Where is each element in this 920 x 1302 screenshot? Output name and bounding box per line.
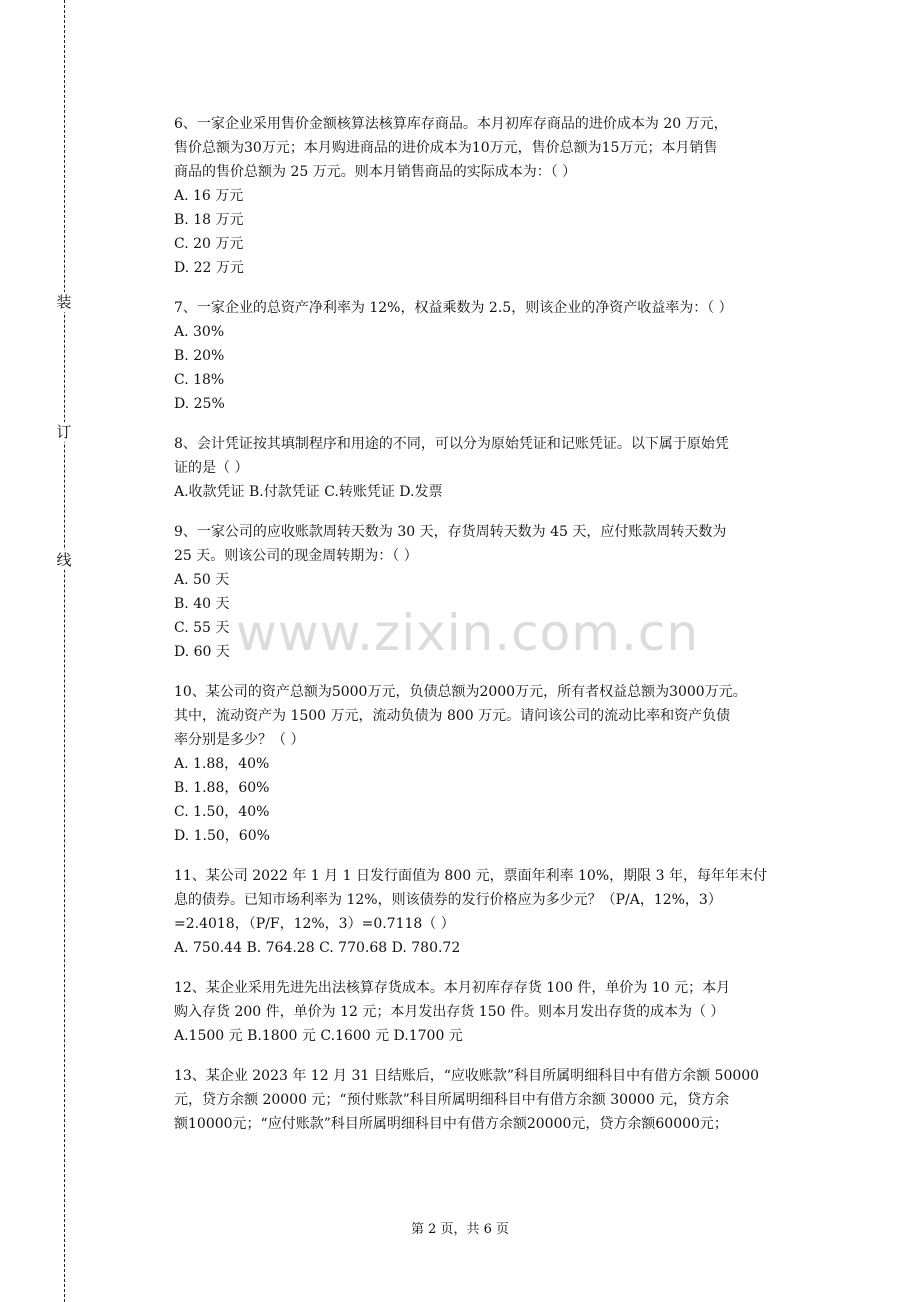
- answer-option: D. 22 万元: [174, 260, 244, 276]
- question-stem-line: 11、某公司 2022 年 1 月 1 日发行面值为 800 元，票面年利率 10%，期限 3 年，每年年末付: [174, 868, 767, 884]
- answer-option: D. 1.50，60%: [174, 828, 270, 844]
- question-stem-line: 9、一家公司的应收账款周转天数为 30 天，存货周转天数为 45 天，应付账款周转天数为: [174, 524, 727, 540]
- answer-option: D. 25%: [174, 396, 225, 412]
- question-stem-line: 10、某公司的资产总额为5000万元，负债总额为2000万元，所有者权益总额为3000万元。: [174, 684, 747, 700]
- question-stem-line: 6、一家企业采用售价金额核算法核算库存商品。本月初库存商品的进价成本为 20 万元，: [174, 116, 728, 132]
- question-block: [174, 112, 822, 280]
- question-block: [174, 520, 822, 664]
- answer-option: C. 20 万元: [174, 236, 244, 252]
- answer-option: A. 16 万元: [174, 188, 244, 204]
- question-stem-line: 证的是（ ）: [174, 460, 249, 476]
- question-stem-line: 8、会计凭证按其填制程序和用途的不同，可以分为原始凭证和记账凭证。以下属于原始凭: [174, 436, 729, 452]
- question-stem-line: 商品的售价总额为 25 万元。则本月销售商品的实际成本为：（ ）: [174, 164, 577, 180]
- answer-option: B. 18 万元: [174, 212, 244, 228]
- answer-option: A. 1.88，40%: [174, 756, 270, 772]
- answer-option: A. 50 天: [174, 572, 230, 588]
- answer-option: A.1500 元 B.1800 元 C.1600 元 D.1700 元: [174, 1028, 463, 1044]
- question-stem-line: 率分别是多少？（ ）: [174, 732, 305, 748]
- question-block: [174, 680, 822, 848]
- answer-option: C. 55 天: [174, 620, 230, 636]
- question-stem-line: 额10000元；“应付账款”科目所属明细科目中有借方余额20000元，贷方余额60000元；: [174, 1116, 728, 1132]
- binding-char-zhuang: 装: [54, 292, 74, 312]
- question-stem-line: 其中，流动资产为 1500 万元，流动负债为 800 万元。请问该公司的流动比率和资产负债: [174, 708, 731, 724]
- question-stem-line: 7、一家企业的总资产净利率为 12%，权益乘数为 2.5，则该企业的净资产收益率为：（ ）: [174, 300, 733, 316]
- question-block: [174, 976, 822, 1048]
- answer-option: A.收款凭证 B.付款凭证 C.转账凭证 D.发票: [174, 484, 443, 500]
- watermark: www.zixin.com.cn: [236, 604, 700, 662]
- question-stem-line: 售价总额为30万元；本月购进商品的进价成本为10万元，售价总额为15万元；本月销售: [174, 140, 718, 156]
- question-stem-line: 25 天。则该公司的现金周转期为：（ ）: [174, 548, 418, 564]
- question-block: [174, 1064, 822, 1136]
- answer-option: A. 30%: [174, 324, 225, 340]
- answer-option: D. 60 天: [174, 644, 230, 660]
- question-block: [174, 432, 822, 504]
- question-block: [174, 296, 822, 416]
- question-stem-line: 13、某企业 2023 年 12 月 31 日结账后，“应收账款”科目所属明细科目中有借方余额 50000: [174, 1068, 760, 1084]
- answer-option: B. 40 天: [174, 596, 230, 612]
- answer-option: C. 18%: [174, 372, 225, 388]
- page-footer: 第 2 页，共 6 页: [410, 1222, 510, 1237]
- question-stem-line: =2.4018，（P/F，12%，3）=0.7118（ ）: [174, 916, 455, 932]
- question-list: [174, 112, 822, 1152]
- binding-char-xian: 线: [54, 550, 74, 570]
- answer-option: C. 1.50，40%: [174, 804, 270, 820]
- answer-option: B. 20%: [174, 348, 225, 364]
- binding-char-ding: 订: [54, 422, 74, 442]
- answer-option: B. 1.88，60%: [174, 780, 270, 796]
- question-stem-line: 息的债券。已知市场利率为 12%，则该债券的发行价格应为多少元？（P/A，12%，3）: [174, 892, 722, 908]
- question-stem-line: 元，贷方余额 20000 元；“预付账款”科目所属明细科目中有借方余额 30000 元，贷方余: [174, 1092, 730, 1108]
- question-block: [174, 864, 822, 960]
- answer-option: A. 750.44 B. 764.28 C. 770.68 D. 780.72: [174, 940, 461, 956]
- question-stem-line: 购入存货 200 件，单价为 12 元；本月发出存货 150 件。则本月发出存货的成本为（ ）: [174, 1004, 725, 1020]
- binding-dashed-line: [64, 0, 65, 1302]
- question-stem-line: 12、某企业采用先进先出法核算存货成本。本月初库存存货 100 件，单价为 10 元；本月: [174, 980, 731, 996]
